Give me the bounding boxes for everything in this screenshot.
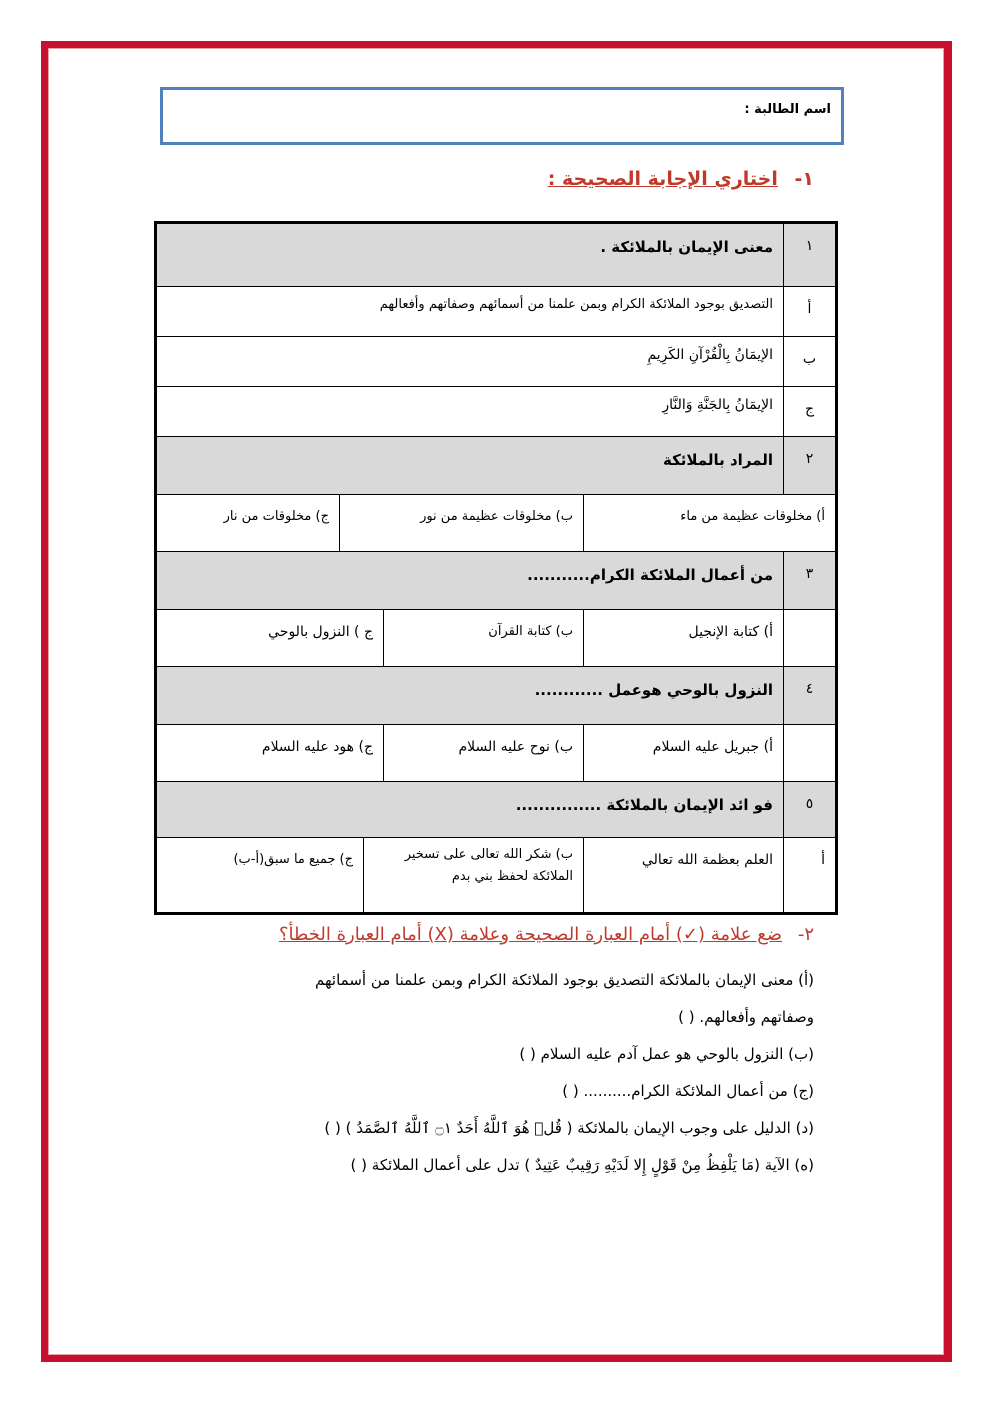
option-b[interactable]: ب) نوح عليه السلام [383, 725, 583, 781]
option-letter: أ [783, 287, 835, 336]
question-text: معنى الإيمان بالملائكة . [600, 238, 773, 256]
option-letter: أ [783, 838, 835, 912]
option-a[interactable]: أ) كتابة الإنجيل [583, 610, 783, 666]
question-row-3 [157, 552, 835, 610]
option-text: الإيمَانُ بِالْقُرْآنِ الكَرِيمِ [647, 347, 773, 363]
option-letter: ج [783, 387, 835, 436]
option-text: الإيمَانُ بِالجَنَّةِ وَالنَّارِ [662, 397, 773, 413]
statement-e[interactable]: (ه) الآية (مَا يَلْفِظُ مِنْ قَوْلٍ إِلا لَدَيْهِ رَقِيبٌ عَتِيدٌ ) تدل على أعمال الملائكة ( ) [350, 1156, 814, 1174]
option-b[interactable]: ب) مخلوقات عظيمة من نور [339, 495, 583, 551]
student-name-label: اسم الطالبة : [744, 102, 831, 117]
options-row [157, 725, 835, 782]
true-false-list [170, 962, 814, 1184]
question-number: ٤ [783, 667, 835, 724]
option-row[interactable] [157, 337, 835, 387]
section2-heading [279, 924, 814, 945]
question-number: ٥ [783, 782, 835, 837]
statement-d[interactable]: (د) الدليل على وجوب الإيمان بالملائكة ( قُلۡ هُوَ ٱللَّهُ أَحَدٌ ۝١ ٱللَّهُ ٱلصَّمَدُ ) ( ) [324, 1119, 814, 1137]
option-letter-cell [783, 610, 835, 666]
question-text: فو ائد الإيمان بالملائكة ............... [515, 796, 773, 814]
option-letter: ب [783, 337, 835, 386]
options-row [157, 838, 835, 912]
options-row [157, 495, 835, 552]
section1-heading [548, 168, 814, 190]
option-a[interactable]: العلم بعظمة الله تعالي [583, 838, 783, 912]
option-c[interactable]: ج) هود عليه السلام [261, 739, 373, 755]
statement-b[interactable]: (ب) النزول بالوحي هو عمل آدم عليه السلام ( ) [519, 1045, 814, 1063]
option-row[interactable] [157, 287, 835, 337]
question-text: من أعمال الملائكة الكرام........... [527, 566, 773, 584]
statement-c[interactable]: (ج) من أعمال الملائكة الكرام.......... ( ) [562, 1082, 814, 1100]
multiple-choice-table [154, 221, 838, 915]
option-b[interactable]: ب) كتابة القرآن [383, 610, 583, 666]
question-number: ٢ [783, 437, 835, 494]
section2-number: ٢- [797, 924, 814, 945]
statement-a-line1: (أ) معنى الإيمان بالملائكة التصديق بوجود الملائكة الكرام وبمن علمنا من أسمائهم [315, 971, 814, 989]
question-row-1 [157, 224, 835, 287]
option-c[interactable]: ج) مخلوقات من نار [223, 509, 329, 524]
option-a[interactable]: أ) جبريل عليه السلام [583, 725, 783, 781]
question-number: ٣ [783, 552, 835, 609]
question-row-2 [157, 437, 835, 495]
option-b[interactable]: ب) شكر الله تعالى على تسخير الملائكة لحفظ بني بدم [363, 838, 583, 912]
option-letter-cell [783, 725, 835, 781]
question-text: النزول بالوحي هوعمل ............ [534, 681, 773, 699]
option-a[interactable]: أ) مخلوقات عظيمة من ماء [583, 495, 835, 551]
question-row-4 [157, 667, 835, 725]
option-c[interactable]: ج) جميع ما سبق(أ-ب) [233, 852, 353, 867]
section1-title: اختاري الإجابة الصحيحة : [547, 168, 778, 190]
option-row[interactable] [157, 387, 835, 437]
question-text: المراد بالملائكة [662, 451, 773, 469]
student-name-box[interactable] [160, 87, 844, 145]
option-text: التصديق بوجود الملائكة الكرام وبمن علمنا من أسمائهم وصفاتهم وأفعالهم [379, 297, 773, 312]
option-c[interactable]: ج ) النزول بالوحي [268, 624, 373, 640]
statement-a-line2[interactable]: وصفاتهم وأفعالهم. ( ) [678, 1008, 814, 1026]
section2-title: ضع علامة (✓) أمام العبارة الصحيحة وعلامة (X) أمام العبارة الخطأ؟ [278, 924, 783, 945]
question-row-5 [157, 782, 835, 838]
section1-number: ١- [794, 168, 814, 190]
options-row [157, 610, 835, 667]
question-number: ١ [783, 224, 835, 286]
